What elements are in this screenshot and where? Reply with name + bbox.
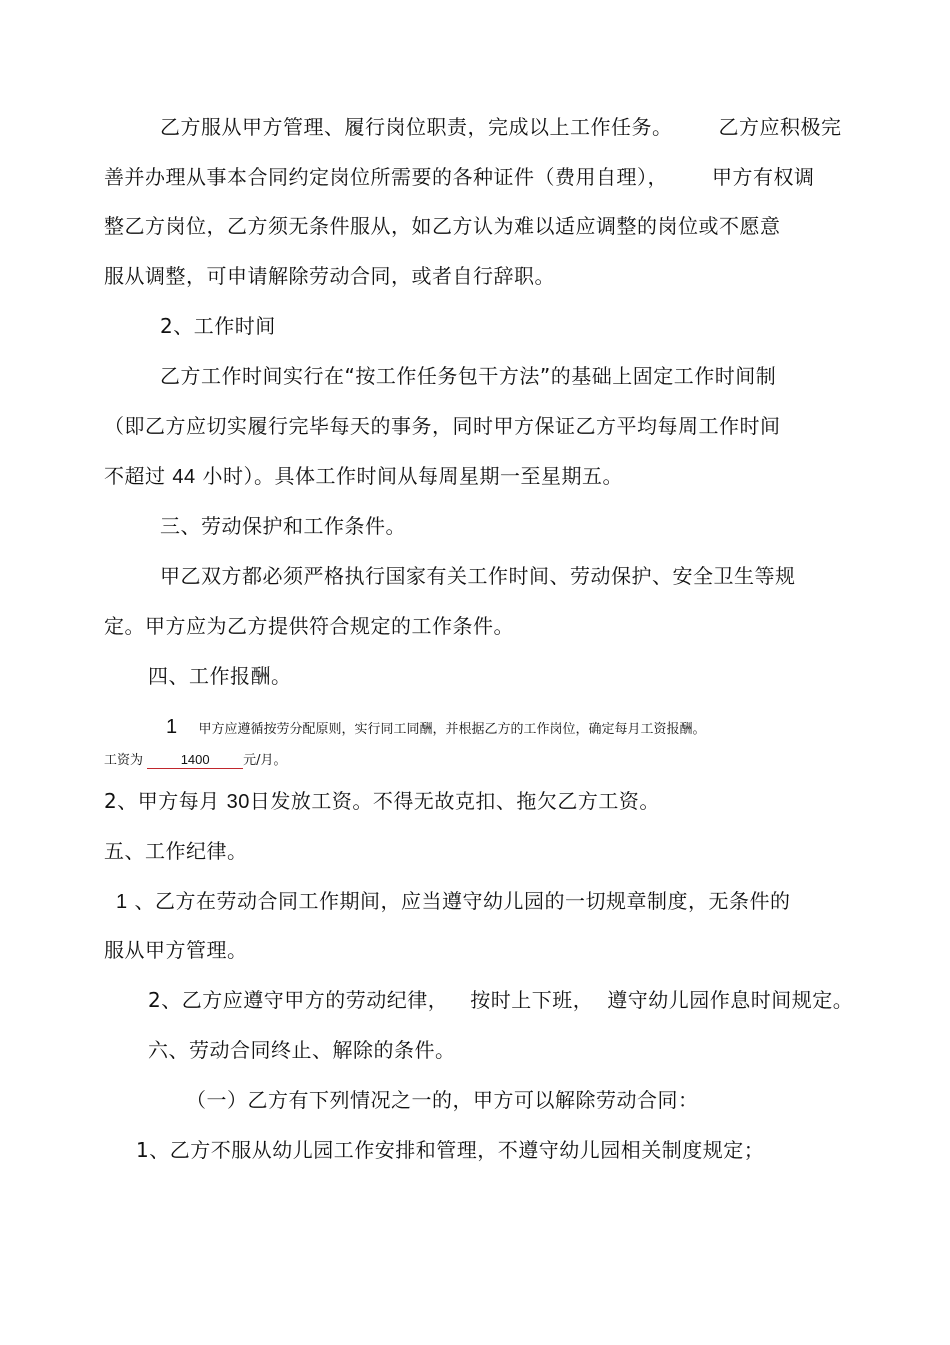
wage-unit: 元/月。 xyxy=(243,753,287,768)
paragraph-line xyxy=(166,714,706,739)
section-heading: 四、工作报酬。 xyxy=(148,664,292,688)
paragraph-line xyxy=(160,115,842,139)
text-segment: 乙方应积极完 xyxy=(718,115,842,139)
text-segment: 甲方应遵循按劳分配原则，实行同工同酬，并根据乙方的工作岗位，确定每月工资报酬。 xyxy=(198,722,706,737)
section-heading: 2、工作时间 xyxy=(160,314,276,338)
paragraph-line: 定。甲方应为乙方提供符合规定的工作条件。 xyxy=(104,614,514,638)
payday-value: 30 xyxy=(226,791,250,813)
text-segment: 甲方有权调 xyxy=(712,165,815,189)
text-segment: 2、乙方应遵守甲方的劳动纪律， xyxy=(148,988,449,1012)
text-segment: 善并办理从事本合同约定岗位所需要的各种证件（费用自理）， xyxy=(104,165,668,189)
wage-line xyxy=(104,752,287,770)
paragraph-line: 整乙方岗位，乙方须无条件服从，如乙方认为难以适应调整的岗位或不愿意 xyxy=(104,214,781,238)
text-segment: 、乙方在劳动合同工作期间，应当遵守幼儿园的一切规章制度，无条件的 xyxy=(134,889,791,913)
item-number: 1 xyxy=(116,891,128,913)
paragraph-line: 服从调整，可申请解除劳动合同，或者自行辞职。 xyxy=(104,264,555,288)
section-heading: 三、劳动保护和工作条件。 xyxy=(160,514,406,538)
text-segment: 2、甲方每月 xyxy=(104,789,220,813)
paragraph-line: 服从甲方管理。 xyxy=(104,938,248,962)
text-segment: 按时上下班， xyxy=(470,988,594,1012)
paragraph-line xyxy=(104,464,623,489)
paragraph-line: 乙方工作时间实行在“按工作任务包干方法”的基础上固定工作时间制 xyxy=(160,364,777,388)
paragraph-line: （即乙方应切实履行完毕每天的事务，同时甲方保证乙方平均每周工作时间 xyxy=(104,414,781,438)
section-heading: 六、劳动合同终止、解除的条件。 xyxy=(148,1038,456,1062)
subsection-heading: （一）乙方有下列情况之一的，甲方可以解除劳动合同： xyxy=(186,1088,699,1112)
wage-label: 工资为 xyxy=(104,753,144,768)
paragraph-line xyxy=(104,789,660,814)
paragraph-line: 甲乙双方都必须严格执行国家有关工作时间、劳动保护、安全卫生等规 xyxy=(160,564,796,588)
text-segment: 乙方服从甲方管理、履行岗位职责，完成以上工作任务。 xyxy=(160,115,673,139)
text-segment: 小时）。具体工作时间从每周星期一至星期五。 xyxy=(202,464,623,488)
text-segment: 不超过 xyxy=(104,464,166,488)
section-heading: 五、工作纪律。 xyxy=(104,839,248,863)
paragraph-line xyxy=(104,165,815,189)
paragraph-line: 1、乙方不服从幼儿园工作安排和管理，不遵守幼儿园相关制度规定； xyxy=(136,1138,765,1162)
paragraph-line xyxy=(116,889,790,914)
text-segment: 遵守幼儿园作息时间规定。 xyxy=(607,988,854,1012)
text-segment: 日发放工资。不得无故克扣、拖欠乙方工资。 xyxy=(249,789,660,813)
hours-value: 44 xyxy=(172,466,196,488)
item-number: 1 xyxy=(166,716,178,738)
paragraph-line xyxy=(148,988,853,1012)
wage-value: 1400 xyxy=(147,752,243,769)
